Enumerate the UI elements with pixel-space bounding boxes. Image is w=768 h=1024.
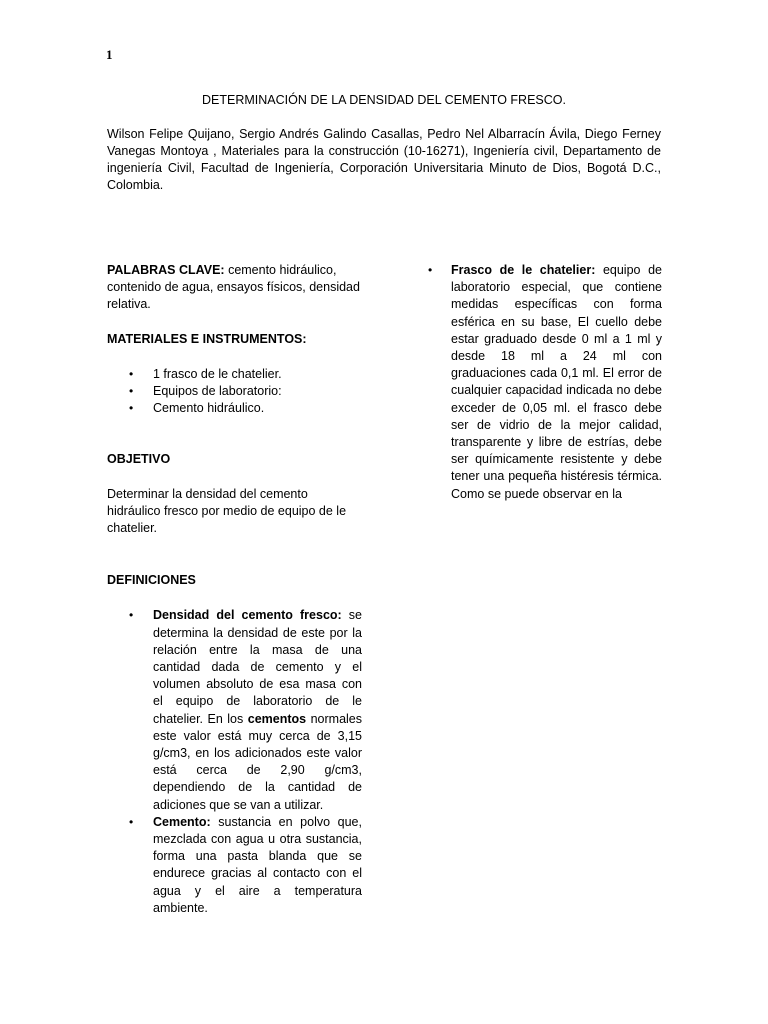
document-title: DETERMINACIÓN DE LA DENSIDAD DEL CEMENTO FRESCO.: [202, 93, 566, 107]
bullet-icon: •: [129, 401, 134, 416]
authors-affiliation: Wilson Felipe Quijano, Sergio Andrés Galindo Casallas, Pedro Nel Albarracín Ávila, Diego Ferney Vanegas Montoya , Materiales para la construcción (10-16271), Ingeniería civil, Departamento de ingeniería Civil, Facultad de Ingeniería, Corporación Universitaria Minuto de Dios, Bogotá D.C., Colombia.: [107, 127, 661, 192]
objective-text: Determinar la densidad del cemento hidráulico fresco por medio de equipo de le chatelier.: [107, 486, 347, 536]
list-item: • 1 frasco de le chatelier.: [107, 366, 362, 383]
list-item: • Cemento hidráulico.: [107, 400, 362, 417]
keywords-paragraph: [107, 262, 362, 314]
materials-heading: MATERIALES E INSTRUMENTOS:: [107, 331, 307, 346]
bullet-icon: •: [129, 366, 134, 381]
list-item: • Densidad del cemento fresco: se determina la densidad de este por la relación entre la masa de una cantidad dada de cemento y el volumen absoluto de esa masa con el equipo de laboratorio de le chatelier. En los cementos normales este valor está muy cerca de 3,15 g/cm3, en los adicionados este valor está cerca de 2,90 g/cm3, dependiendo de la cantidad de adiciones que se van a utilizar.: [129, 608, 362, 812]
bullet-icon: •: [129, 608, 134, 623]
definitions-heading: DEFINICIONES: [107, 573, 196, 588]
left-column: [107, 262, 362, 917]
list-item: • Equipos de laboratorio:: [107, 383, 362, 400]
bullet-icon: •: [428, 263, 433, 277]
page-number: 1: [106, 47, 113, 62]
list-item: • Frasco de le chatelier: equipo de laboratorio especial, que contiene medidas específicas con forma esférica en su base, El cuello debe estar graduado desde 0 ml a 1 ml y desde 18 ml a 24 ml con graduaciones cada 0,1 ml. El error de cualquier capacidad indicada no debe exceder de 0,05 ml. el frasco debe ser de vidrio de la mejor calidad, transparente y libre de estrías, debe ser químicamente resistente y debe tener una pequeña histéresis térmica. Como se puede observar en la: [428, 263, 662, 501]
right-definitions-list: [426, 262, 662, 503]
objective-heading: OBJETIVO: [107, 452, 171, 467]
definitions-list: [107, 607, 362, 917]
keywords-label: PALABRAS CLAVE:: [107, 263, 225, 277]
bullet-icon: •: [129, 814, 134, 829]
right-column: [426, 262, 662, 503]
materials-list: [107, 366, 362, 418]
keywords-text: cemento hidráulico, contenido de agua, ensayos físicos, densidad relativa.: [107, 263, 360, 312]
list-item: • Cemento: sustancia en polvo que, mezclada con agua u otra sustancia, forma una pasta blanda que se endurece gracias al contacto con el agua y el aire a temperatura ambiente.: [129, 814, 362, 915]
bullet-icon: •: [129, 384, 134, 399]
